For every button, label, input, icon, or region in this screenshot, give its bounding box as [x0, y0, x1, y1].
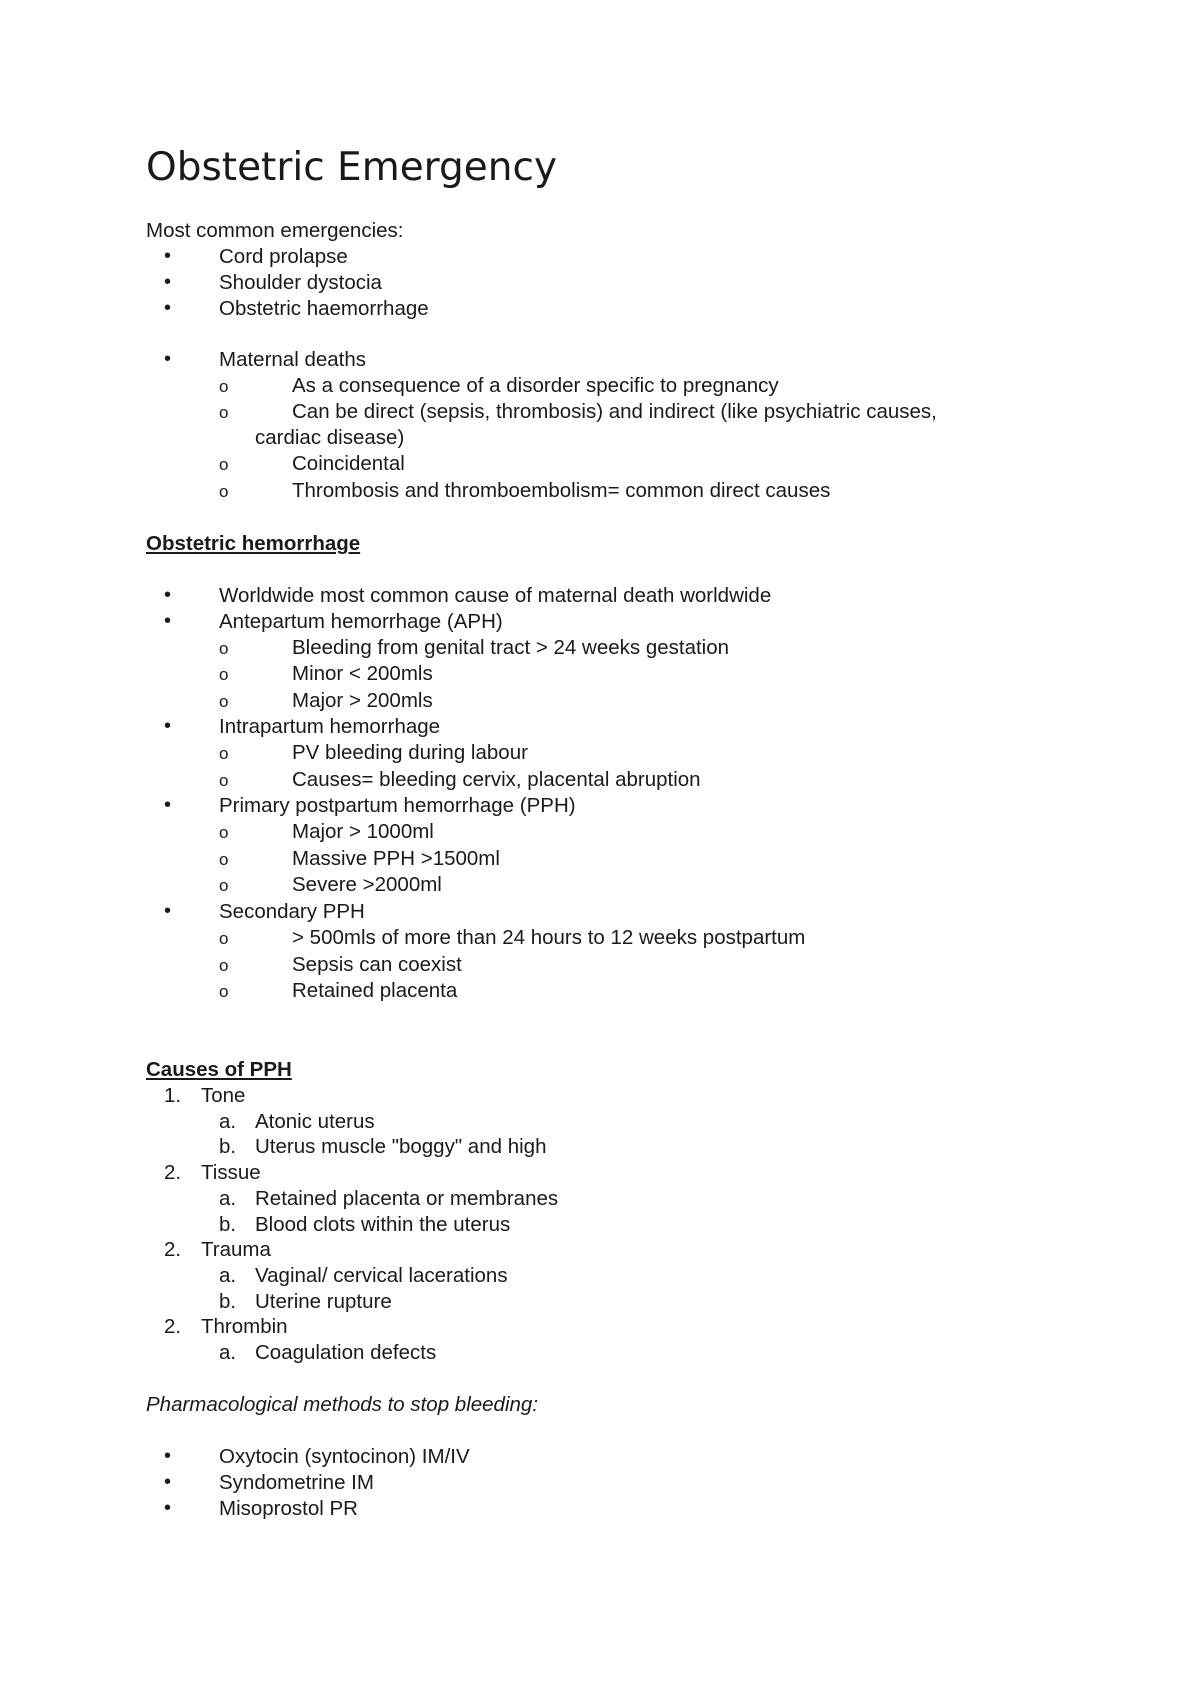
sub-list-item: PV bleeding during labour — [292, 741, 528, 764]
sub-list-item: Bleeding from genital tract > 24 weeks gestation — [292, 636, 730, 659]
list-item: Intrapartum hemorrhage — [219, 715, 441, 738]
bullet-icon: • — [164, 245, 172, 267]
bullet-icon: • — [164, 1445, 172, 1467]
list-letter: b. — [219, 1213, 237, 1236]
section-heading: Obstetric hemorrhage — [146, 532, 361, 555]
sub-bullet-icon: o — [219, 876, 229, 895]
list-letter: b. — [219, 1135, 237, 1158]
lettered-item: Coagulation defects — [255, 1341, 437, 1364]
section-heading: Causes of PPH — [146, 1058, 292, 1081]
sub-list-item: Major > 200mls — [292, 689, 433, 712]
sub-list-item: As a consequence of a disorder specific to pregnancy — [292, 374, 779, 397]
list-item: Obstetric haemorrhage — [219, 297, 429, 320]
list-letter: a. — [219, 1341, 237, 1364]
list-letter: b. — [219, 1290, 237, 1313]
sub-list-item: Thrombosis and thromboembolism= common direct causes — [292, 479, 831, 502]
bullet-icon: • — [164, 610, 172, 632]
sub-bullet-icon: o — [219, 692, 229, 711]
lettered-item: Vaginal/ cervical lacerations — [255, 1264, 508, 1287]
list-number: 2. — [164, 1238, 182, 1261]
bullet-icon: • — [164, 794, 172, 816]
lettered-item: Retained placenta or membranes — [255, 1187, 559, 1210]
numbered-item: Thrombin — [201, 1315, 288, 1338]
sub-bullet-icon: o — [219, 403, 229, 422]
sub-bullet-icon: o — [219, 823, 229, 842]
sub-list-item: Minor < 200mls — [292, 662, 433, 685]
lettered-item: Atonic uterus — [255, 1110, 375, 1133]
numbered-item: Tissue — [201, 1161, 261, 1184]
sub-list-item: Causes= bleeding cervix, placental abruption — [292, 768, 701, 791]
sub-bullet-icon: o — [219, 771, 229, 790]
sub-list-item: Severe >2000ml — [292, 873, 442, 896]
bullet-icon: • — [164, 271, 172, 293]
sub-bullet-icon: o — [219, 850, 229, 869]
bullet-icon: • — [164, 584, 172, 606]
list-item: Worldwide most common cause of maternal death worldwide — [219, 584, 772, 607]
list-item: Syndometrine IM — [219, 1471, 374, 1494]
bullet-icon: • — [164, 348, 172, 370]
sub-bullet-icon: o — [219, 929, 229, 948]
sub-bullet-icon: o — [219, 455, 229, 474]
lettered-item: Blood clots within the uterus — [255, 1213, 511, 1236]
list-number: 2. — [164, 1161, 182, 1184]
intro-label: Most common emergencies: — [146, 219, 404, 242]
sub-list-item: Coincidental — [292, 452, 405, 475]
bullet-icon: • — [164, 900, 172, 922]
numbered-item: Trauma — [201, 1238, 271, 1261]
list-letter: a. — [219, 1187, 237, 1210]
list-item: Misoprostol PR — [219, 1497, 358, 1520]
lettered-item: Uterine rupture — [255, 1290, 392, 1313]
list-letter: a. — [219, 1264, 237, 1287]
sub-bullet-icon: o — [219, 744, 229, 763]
list-item: Shoulder dystocia — [219, 271, 382, 294]
list-number: 1. — [164, 1084, 182, 1107]
sub-bullet-icon: o — [219, 377, 229, 396]
numbered-item: Tone — [201, 1084, 246, 1107]
sub-bullet-icon: o — [219, 665, 229, 684]
sub-bullet-icon: o — [219, 956, 229, 975]
list-item: Secondary PPH — [219, 900, 365, 923]
list-item: Primary postpartum hemorrhage (PPH) — [219, 794, 576, 817]
list-number: 2. — [164, 1315, 182, 1338]
lettered-item: Uterus muscle "boggy" and high — [255, 1135, 547, 1158]
sub-list-item: Major > 1000ml — [292, 820, 434, 843]
bullet-icon: • — [164, 1497, 172, 1519]
bullet-icon: • — [164, 297, 172, 319]
sub-list-item: > 500mls of more than 24 hours to 12 weeks postpartum — [292, 926, 806, 949]
bullet-icon: • — [164, 1471, 172, 1493]
sub-list-item-continued: cardiac disease) — [255, 426, 405, 449]
sub-bullet-icon: o — [219, 482, 229, 501]
sub-bullet-icon: o — [219, 982, 229, 1001]
list-item: Maternal deaths — [219, 348, 367, 371]
list-letter: a. — [219, 1110, 237, 1133]
sub-bullet-icon: o — [219, 639, 229, 658]
list-item: Oxytocin (syntocinon) IM/IV — [219, 1445, 470, 1468]
sub-list-item: Massive PPH >1500ml — [292, 847, 500, 870]
document-title: Obstetric Emergency — [146, 145, 558, 190]
list-item: Cord prolapse — [219, 245, 348, 268]
bullet-icon: • — [164, 715, 172, 737]
list-item: Antepartum hemorrhage (APH) — [219, 610, 503, 633]
sub-list-item: Retained placenta — [292, 979, 458, 1002]
italic-heading: Pharmacological methods to stop bleeding: — [146, 1393, 539, 1416]
sub-list-item: Can be direct (sepsis, thrombosis) and indirect (like psychiatric causes, — [292, 400, 937, 423]
sub-list-item: Sepsis can coexist — [292, 953, 462, 976]
